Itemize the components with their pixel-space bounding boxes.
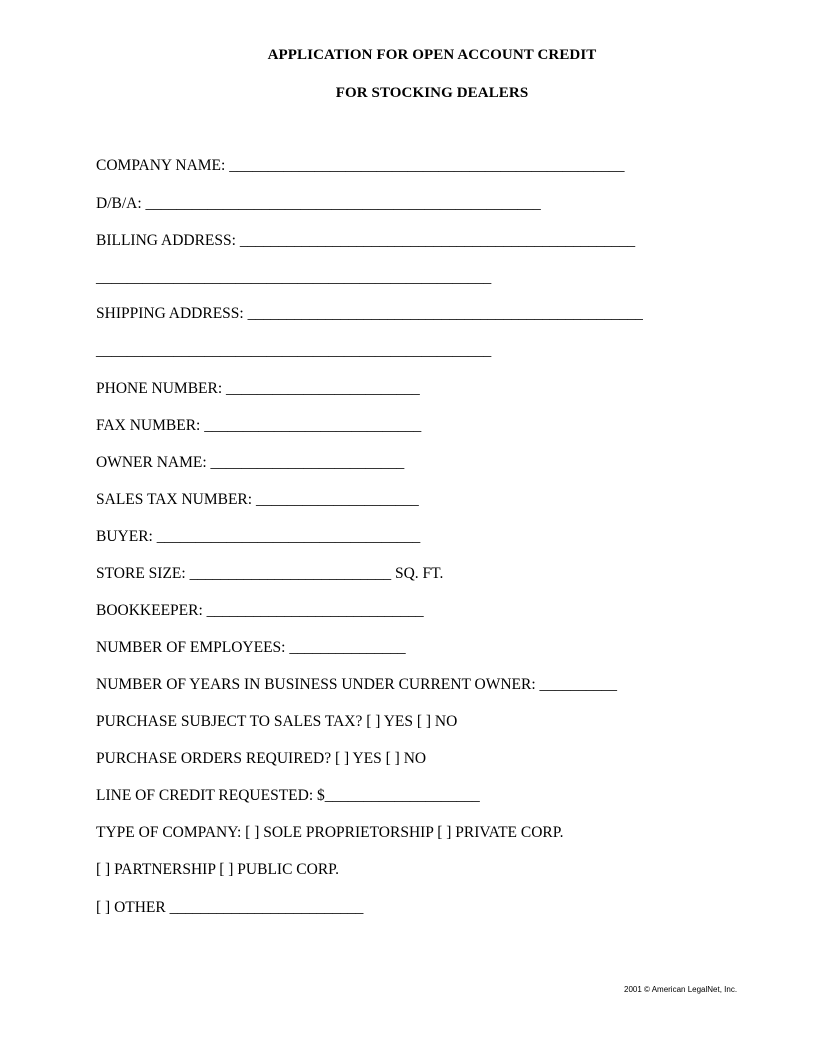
fax-number-field: FAX NUMBER: ____________________________	[96, 417, 422, 434]
number-of-employees-field: NUMBER OF EMPLOYEES: _______________	[96, 639, 406, 656]
form-subtitle: FOR STOCKING DEALERS	[335, 85, 529, 101]
billing-address-line2: ___________________________________________________	[96, 269, 492, 286]
years-in-business-field: NUMBER OF YEARS IN BUSINESS UNDER CURRENT OWNER: __________	[96, 676, 618, 693]
type-of-company-field: TYPE OF COMPANY: [ ] SOLE PROPRIETORSHIP [ ] PRIVATE CORP.	[96, 824, 564, 841]
type-of-company-line2: [ ] PARTNERSHIP [ ] PUBLIC CORP.	[96, 861, 339, 878]
dba-field: D/B/A: ___________________________________________________	[96, 195, 541, 212]
bookkeeper-field: BOOKKEEPER: ____________________________	[96, 602, 424, 619]
company-name-field: COMPANY NAME: ___________________________________________________	[96, 157, 625, 174]
buyer-field: BUYER: __________________________________	[96, 528, 421, 545]
shipping-address-line2: ___________________________________________________	[96, 342, 492, 359]
sales-tax-question: PURCHASE SUBJECT TO SALES TAX? [ ] YES [ ] NO	[96, 713, 458, 730]
owner-name-field: OWNER NAME: _________________________	[96, 454, 405, 471]
line-of-credit-field: LINE OF CREDIT REQUESTED: $____________________	[96, 787, 480, 804]
shipping-address-field: SHIPPING ADDRESS: ___________________________________________________	[96, 305, 643, 322]
sales-tax-number-field: SALES TAX NUMBER: _____________________	[96, 491, 419, 508]
purchase-orders-question: PURCHASE ORDERS REQUIRED? [ ] YES [ ] NO	[96, 750, 427, 767]
type-of-company-other: [ ] OTHER _________________________	[96, 899, 364, 916]
billing-address-field: BILLING ADDRESS: ___________________________________________________	[96, 232, 636, 249]
copyright-notice: 2001 © American LegalNet, Inc.	[624, 985, 738, 994]
phone-number-field: PHONE NUMBER: _________________________	[96, 380, 420, 397]
store-size-field: STORE SIZE: __________________________ SQ. FT.	[96, 565, 444, 582]
form-title: APPLICATION FOR OPEN ACCOUNT CREDIT	[267, 47, 597, 63]
